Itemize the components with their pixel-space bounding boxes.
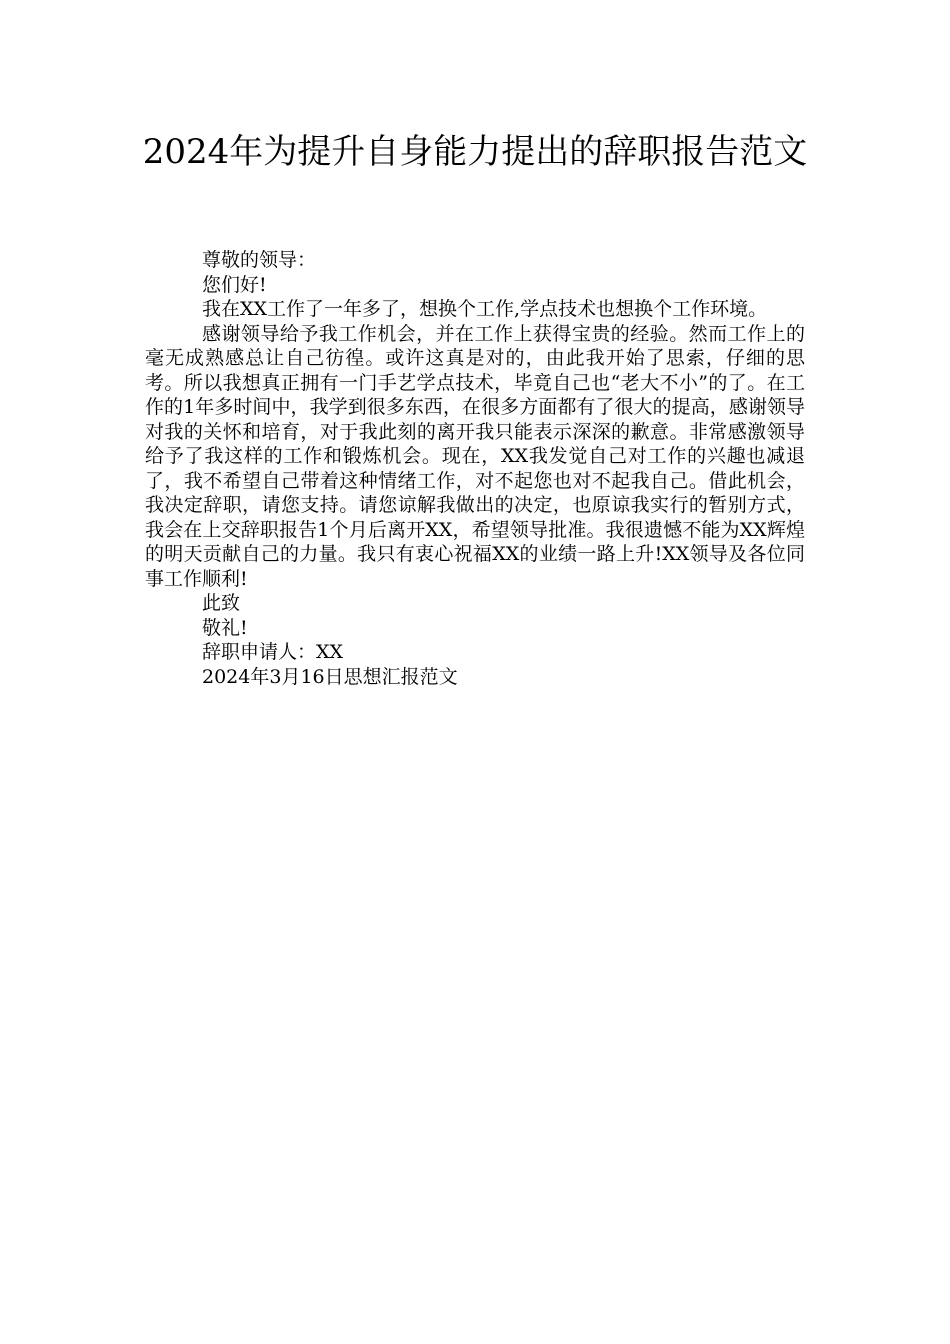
greeting: 您们好!	[202, 273, 267, 296]
paragraph-intro: 我在XX工作了一年多了，想换个工作,学点技术也想换个工作环境。	[202, 298, 768, 320]
signature: 辞职申请人：XX	[202, 641, 344, 663]
closing-ci-zhi: 此致	[202, 592, 241, 614]
document-title: 2024年为提升自身能力提出的辞职报告范文	[142, 132, 808, 172]
document-body	[145, 248, 805, 689]
paragraph-main: 感谢领导给予我工作机会，并在工作上获得宝贵的经验。然而工作上的毫无成熟感总让自己彷徨。或许这真是对的，由此我开始了思索，仔细的思考。所以我想真正拥有一门手艺学点技术，毕竟自己也“老大不小”的了。在工作的1年多时间中，我学到很多东西，在很多方面都有了很大的提高，感谢领导对我的关怀和培育，对于我此刻的离开我只能表示深深的歉意。非常感激领导给予了我这样的工作和锻炼机会。现在，XX我发觉自己对工作的兴趣也减退了，我不希望自己带着这种情绪工作，对不起您也对不起我自己。借此机会，我决定辞职，请您支持。请您谅解我做出的决定，也原谅我实行的暂别方式，我会在上交辞职报告1个月后离开XX，希望领导批准。我很遗憾不能为XX辉煌的明天贡献自己的力量。我只有衷心祝福XX的业绩一路上升!XX领导及各位同事工作顺利!	[145, 322, 805, 590]
salutation: 尊敬的领导：	[202, 249, 317, 271]
closing-jing-li: 敬礼!	[202, 616, 248, 639]
date-line: 2024年3月16日思想汇报范文	[202, 665, 458, 688]
